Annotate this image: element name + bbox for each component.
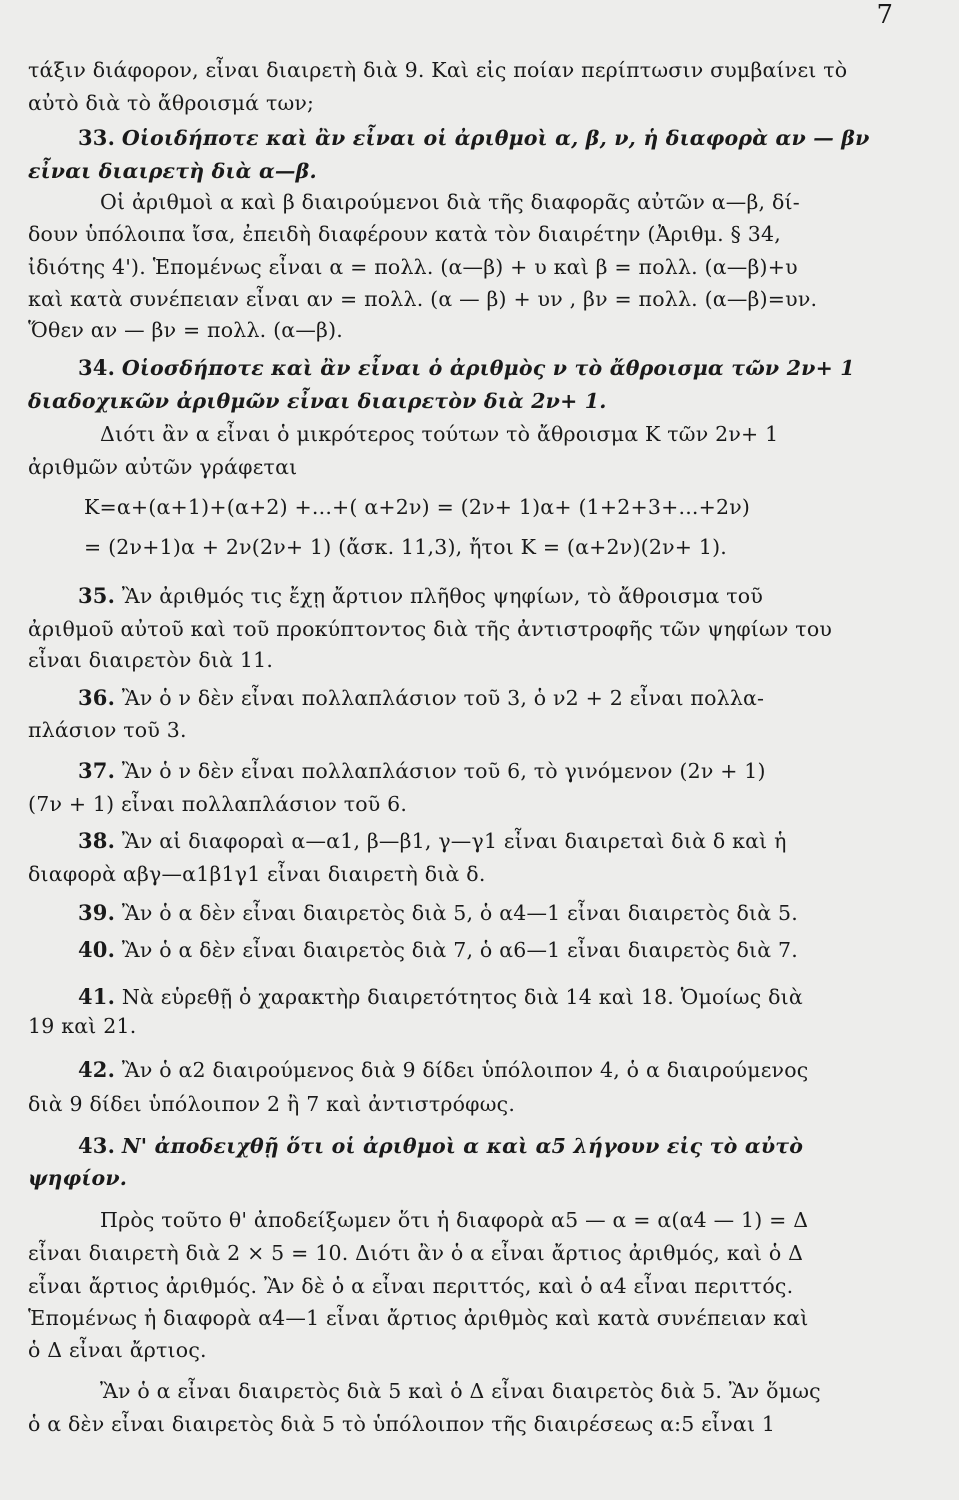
text-line: ὁ α δὲν εἶναι διαιρετὸς διὰ 5 τὸ ὑπόλοιπον τῆς διαιρέσεως α:5 εἶναι 1 bbox=[28, 1412, 776, 1436]
text-line: ψηφίον. bbox=[28, 1166, 128, 1190]
equation-line: = (2ν+1)α + 2ν(2ν+ 1) (ἄσκ. 11,3), ἤτοι Κ = (α+2ν)(2ν+ 1). bbox=[84, 535, 727, 559]
exercise-33-statement: 33. Οἱοιδήποτε καὶ ἂν εἶναι οἱ ἀριθμοὶ α, β, ν, ἡ διαφορὰ αν — βν bbox=[78, 125, 870, 150]
text-line: διαφορὰ αβγ—α1β1γ1 εἶναι διαιρετὴ διὰ δ. bbox=[28, 862, 486, 886]
text-line: Ἂν ὁ α εἶναι διαιρετὸς διὰ 5 καὶ ὁ Δ εἶναι διαιρετὸς διὰ 5. Ἂν ὅμως bbox=[100, 1379, 821, 1403]
exercise-43-statement: 43. Ν' ἀποδειχθῇ ὅτι οἱ ἀριθμοὶ α καὶ α5 λήγουν εἰς τὸ αὐτὸ bbox=[78, 1133, 804, 1158]
exercise-39-statement: 39. Ἂν ὁ α δὲν εἶναι διαιρετὸς διὰ 5, ὁ α4—1 εἶναι διαιρετὸς διὰ 5. bbox=[78, 900, 798, 925]
page-number: 7 bbox=[876, 0, 893, 30]
exercise-37-statement: 37. Ἂν ὁ ν δὲν εἶναι πολλαπλάσιον τοῦ 6, τὸ γινόμενον (2ν + 1) bbox=[78, 758, 766, 783]
text-line: Διότι ἂν α εἶναι ὁ μικρότερος τούτων τὸ ἄθροισμα Κ τῶν 2ν+ 1 bbox=[100, 422, 779, 446]
exercise-number: 37. bbox=[78, 758, 116, 783]
text-line: ὁ Δ εἶναι ἄρτιος. bbox=[28, 1338, 207, 1362]
text-line: εἶναι διαιρετὴ διὰ 2 × 5 = 10. Διότι ἂν ὁ α εἶναι ἄρτιος ἀριθμός, καὶ ὁ Δ bbox=[28, 1241, 804, 1265]
text-line: ἰδιότης 4'). Ἑπομένως εἶναι α = πολλ. (α—β) + υ καὶ β = πολλ. (α—β)+υ bbox=[28, 255, 798, 279]
text-line: εἶναι ἄρτιος ἀριθμός. Ἂν δὲ ὁ α εἶναι περιττός, καὶ ὁ α4 εἶναι περιττός. bbox=[28, 1274, 794, 1298]
exercise-42-statement: 42. Ἂν ὁ α2 διαιρούμενος διὰ 9 δίδει ὑπόλοιπον 4, ὁ α διαιρούμενος bbox=[78, 1057, 809, 1082]
equation-line: Κ=α+(α+1)+(α+2) +...+( α+2ν) = (2ν+ 1)α+ (1+2+3+...+2ν) bbox=[84, 495, 751, 519]
text-line: τάξιν διάφορον, εἶναι διαιρετὴ διὰ 9. Καὶ εἰς ποίαν περίπτωσιν συμβαίνει τὸ bbox=[28, 58, 848, 82]
exercise-number: 39. bbox=[78, 900, 116, 925]
text-line: Πρὸς τοῦτο θ' ἀποδείξωμεν ὅτι ἡ διαφορὰ α5 — α = α(α4 — 1) = Δ bbox=[100, 1208, 809, 1232]
exercise-34-statement: 34. Οἱοσδήποτε καὶ ἂν εἶναι ὁ ἀριθμὸς ν τὸ ἄθροισμα τῶν 2ν+ 1 bbox=[78, 355, 855, 380]
text-line: καὶ κατὰ συνέπειαν εἶναι αν = πολλ. (α — β) + υν , βν = πολλ. (α—β)=υν. bbox=[28, 287, 818, 311]
exercise-number: 40. bbox=[78, 937, 116, 962]
text-line: εἶναι διαιρετὴ διὰ α—β. bbox=[28, 159, 317, 183]
text-line: διὰ 9 δίδει ὑπόλοιπον 2 ἢ 7 καὶ ἀντιστρόφως. bbox=[28, 1092, 516, 1116]
text-line: αὐτὸ διὰ τὸ ἄθροισμά των; bbox=[28, 91, 315, 115]
exercise-38-statement: 38. Ἂν αἱ διαφοραὶ α—α1, β—β1, γ—γ1 εἶναι διαιρεταὶ διὰ δ καὶ ἡ bbox=[78, 828, 787, 853]
exercise-number: 42. bbox=[78, 1057, 116, 1082]
exercise-36-statement: 36. Ἂν ὁ ν δὲν εἶναι πολλαπλάσιον τοῦ 3, ὁ ν2 + 2 εἶναι πολλα- bbox=[78, 685, 765, 710]
exercise-40-statement: 40. Ἂν ὁ α δὲν εἶναι διαιρετὸς διὰ 7, ὁ α6—1 εἶναι διαιρετὸς διὰ 7. bbox=[78, 937, 798, 962]
exercise-number: 35. bbox=[78, 583, 116, 608]
text-line: εἶναι διαιρετὸν διὰ 11. bbox=[28, 648, 274, 672]
exercise-number: 34. bbox=[78, 355, 116, 380]
exercise-number: 41. bbox=[78, 984, 116, 1009]
text-line: ἀριθμῶν αὐτῶν γράφεται bbox=[28, 455, 298, 479]
text-line: ἀριθμοῦ αὐτοῦ καὶ τοῦ προκύπτοντος διὰ τῆς ἀντιστροφῆς τῶν ψηφίων του bbox=[28, 617, 833, 641]
text-line: δουν ὑπόλοιπα ἴσα, ἐπειδὴ διαφέρουν κατὰ τὸν διαιρέτην (Ἀριθμ. § 34, bbox=[28, 222, 781, 246]
exercise-35-statement: 35. Ἂν ἀριθμός τις ἔχῃ ἄρτιον πλῆθος ψηφίων, τὸ ἄθροισμα τοῦ bbox=[78, 583, 764, 608]
exercise-number: 36. bbox=[78, 685, 116, 710]
text-line: διαδοχικῶν ἀριθμῶν εἶναι διαιρετὸν διὰ 2ν+ 1. bbox=[28, 389, 607, 413]
exercise-number: 38. bbox=[78, 828, 116, 853]
text-line: Ὅθεν αν — βν = πολλ. (α—β). bbox=[28, 318, 344, 342]
text-line: 19 καὶ 21. bbox=[28, 1014, 137, 1038]
text-line: Ἑπομένως ἡ διαφορὰ α4—1 εἶναι ἄρτιος ἀριθμὸς καὶ κατὰ συνέπειαν καὶ bbox=[28, 1306, 809, 1330]
exercise-number: 33. bbox=[78, 125, 116, 150]
exercise-number: 43. bbox=[78, 1133, 116, 1158]
text-line: πλάσιον τοῦ 3. bbox=[28, 718, 187, 742]
exercise-41-statement: 41. Νὰ εὑρεθῇ ὁ χαρακτὴρ διαιρετότητος διὰ 14 καὶ 18. Ὁμοίως διὰ bbox=[78, 984, 803, 1009]
text-line: Οἱ ἀριθμοὶ α καὶ β διαιρούμενοι διὰ τῆς διαφορᾶς αὐτῶν α—β, δί- bbox=[100, 190, 800, 214]
text-line: (7ν + 1) εἶναι πολλαπλάσιον τοῦ 6. bbox=[28, 792, 408, 816]
